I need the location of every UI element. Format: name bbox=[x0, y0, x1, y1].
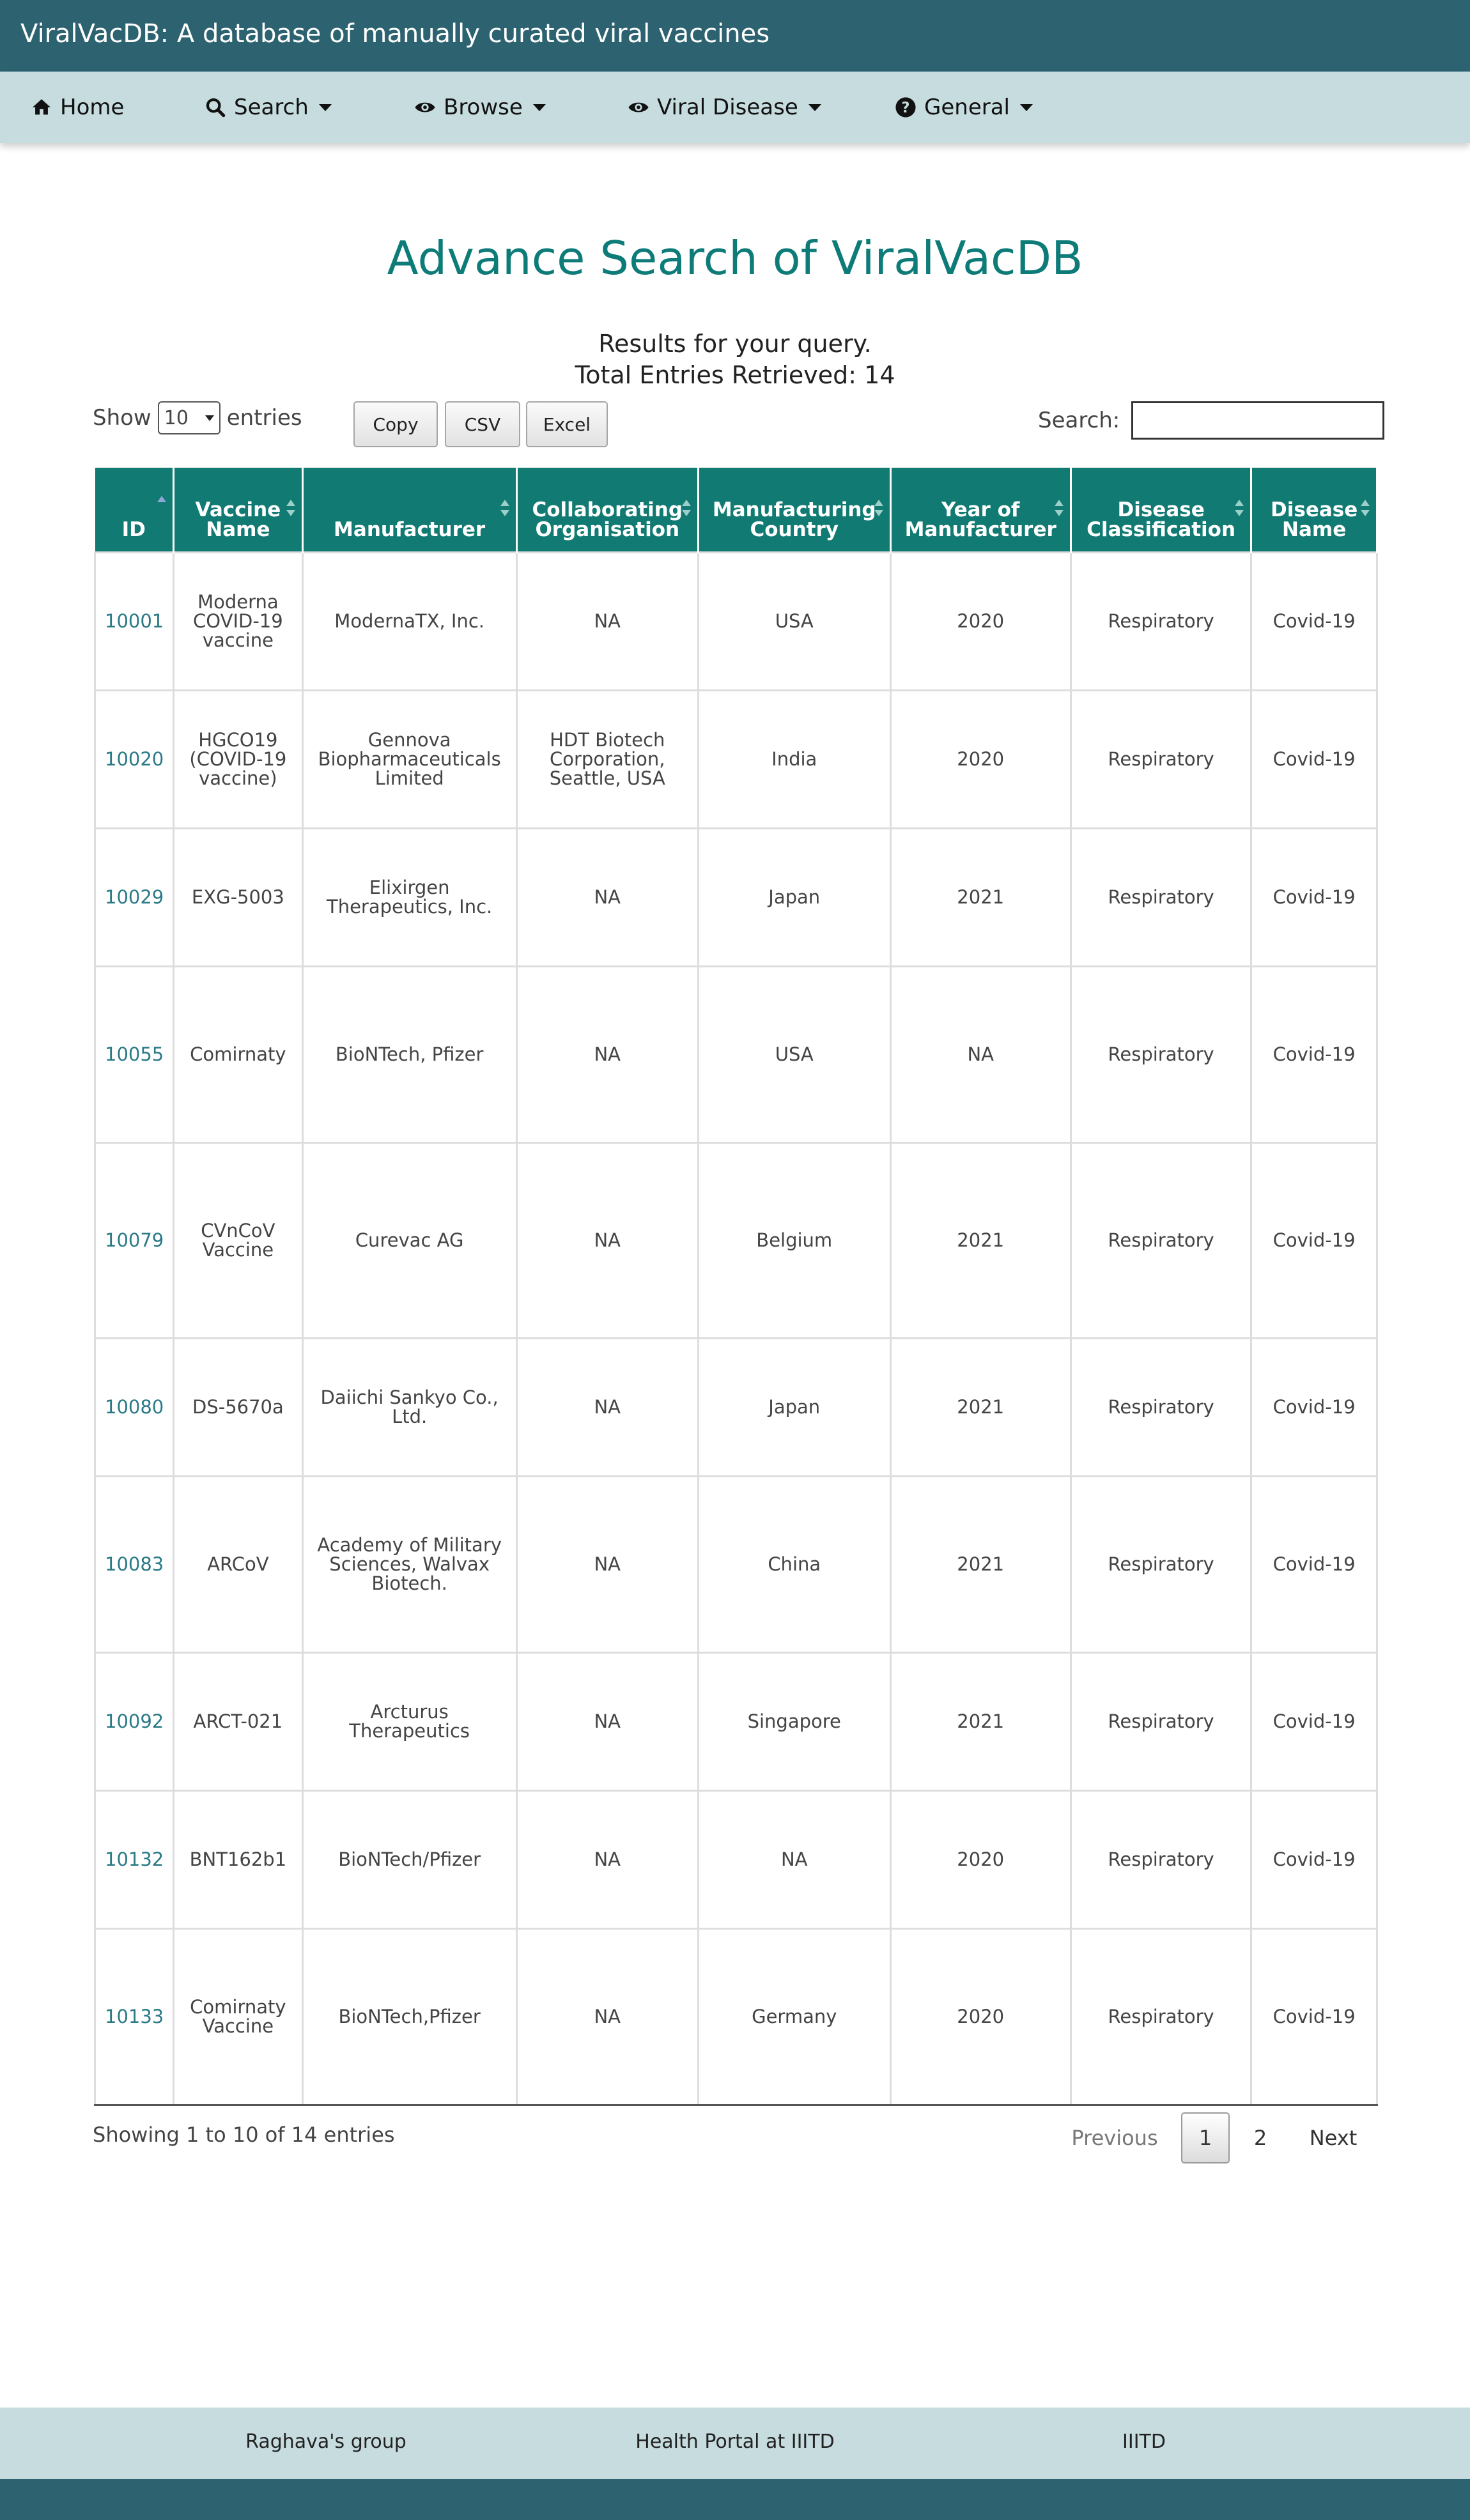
page-length-value: 10 bbox=[164, 406, 189, 429]
table-row bbox=[95, 1790, 1377, 1928]
pagination-previous[interactable]: Previous bbox=[1071, 2126, 1158, 2150]
table-cell: NA bbox=[516, 1790, 698, 1928]
table-cell: Covid-19 bbox=[1251, 1338, 1377, 1476]
column-header-manufacturer[interactable]: Manufacturer bbox=[302, 468, 516, 552]
table-cell: Respiratory bbox=[1071, 690, 1251, 828]
table-cell: DS-5670a bbox=[174, 1338, 303, 1476]
table-cell: NA bbox=[516, 1476, 698, 1652]
table-row bbox=[95, 966, 1377, 1142]
chevron-down-icon bbox=[808, 104, 821, 111]
column-header-id[interactable]: ID bbox=[95, 468, 174, 552]
copy-button[interactable]: Copy bbox=[353, 401, 438, 447]
column-header-disease-name[interactable]: Disease Name bbox=[1251, 468, 1377, 552]
table-cell: 2021 bbox=[890, 828, 1071, 966]
chevron-down-icon bbox=[1020, 104, 1033, 111]
entries-label: entries bbox=[226, 405, 302, 431]
table-row bbox=[95, 1142, 1377, 1338]
table-cell: Covid-19 bbox=[1251, 690, 1377, 828]
nav-home-label: Home bbox=[60, 95, 125, 120]
nav-general-label: General bbox=[924, 95, 1010, 120]
table-cell: 2020 bbox=[890, 552, 1071, 690]
top-header-bar bbox=[0, 0, 1470, 72]
chevron-down-icon bbox=[533, 104, 546, 111]
sort-asc-icon bbox=[157, 496, 166, 518]
table-cell: NA bbox=[516, 966, 698, 1142]
vaccine-id-link[interactable]: 10092 bbox=[105, 1710, 164, 1732]
footer bbox=[0, 2408, 1470, 2479]
pagination-next[interactable]: Next bbox=[1309, 2126, 1358, 2150]
nav-browse-label: Browse bbox=[444, 95, 523, 120]
page-title: Advance Search of ViralVacDB bbox=[387, 231, 1083, 285]
table-row bbox=[95, 552, 1377, 690]
table-cell: Respiratory bbox=[1071, 966, 1251, 1142]
table-cell: Respiratory bbox=[1071, 828, 1251, 966]
table-cell: Covid-19 bbox=[1251, 1652, 1377, 1790]
table-cell: Japan bbox=[698, 1338, 890, 1476]
nav-general-dropdown[interactable] bbox=[895, 95, 1033, 120]
table-cell: Respiratory bbox=[1071, 1790, 1251, 1928]
table-cell: Academy of Military Sciences, Walvax Biotech. bbox=[302, 1476, 516, 1652]
vaccine-id-link[interactable]: 10020 bbox=[105, 748, 164, 770]
table-cell: Belgium bbox=[698, 1142, 890, 1338]
results-table bbox=[94, 468, 1378, 2106]
table-cell: NA bbox=[516, 1652, 698, 1790]
table-cell: Respiratory bbox=[1071, 1338, 1251, 1476]
pagination-page-2[interactable]: 2 bbox=[1253, 2126, 1267, 2150]
vaccine-id-link[interactable]: 10079 bbox=[105, 1229, 164, 1251]
table-info: Showing 1 to 10 of 14 entries bbox=[93, 2123, 395, 2147]
sort-icon bbox=[1361, 500, 1370, 521]
show-label: Show bbox=[93, 405, 151, 431]
table-search bbox=[1038, 401, 1384, 440]
table-cell: Comirnaty Vaccine bbox=[174, 1928, 303, 2105]
table-cell: Japan bbox=[698, 828, 890, 966]
chevron-down-icon bbox=[319, 104, 332, 111]
nav-viral-disease-label: Viral Disease bbox=[657, 95, 798, 120]
table-cell: 2021 bbox=[890, 1338, 1071, 1476]
app-title: ViralVacDB: A database of manually curated viral vaccines bbox=[20, 19, 770, 49]
table-cell: USA bbox=[698, 552, 890, 690]
table-row bbox=[95, 1338, 1377, 1476]
table-cell: Germany bbox=[698, 1928, 890, 2105]
nav-browse-dropdown[interactable] bbox=[414, 95, 546, 120]
eye-icon bbox=[628, 96, 649, 118]
table-cell: 2021 bbox=[890, 1476, 1071, 1652]
sort-icon bbox=[1235, 500, 1244, 521]
sort-icon bbox=[682, 500, 691, 521]
excel-button[interactable]: Excel bbox=[526, 401, 608, 447]
nav-bar bbox=[0, 72, 1470, 143]
column-header-manufacturing-country[interactable]: Manufacturing Country bbox=[698, 468, 890, 552]
table-cell: ARCT-021 bbox=[174, 1652, 303, 1790]
nav-search-label: Search bbox=[234, 95, 309, 120]
footer-link-raghava-group[interactable]: Raghava's group bbox=[245, 2431, 406, 2453]
table-row bbox=[95, 1652, 1377, 1790]
table-cell: CVnCoV Vaccine bbox=[174, 1142, 303, 1338]
table-cell: Respiratory bbox=[1071, 1142, 1251, 1338]
table-cell: BioNTech/Pfizer bbox=[302, 1790, 516, 1928]
table-cell: ARCoV bbox=[174, 1476, 303, 1652]
table-cell: NA bbox=[698, 1790, 890, 1928]
vaccine-id-link[interactable]: 10083 bbox=[105, 1553, 164, 1575]
nav-search-dropdown[interactable] bbox=[205, 95, 332, 120]
home-icon bbox=[31, 96, 52, 118]
table-cell: HDT Biotech Corporation, Seattle, USA bbox=[516, 690, 698, 828]
page-length-select[interactable] bbox=[158, 401, 220, 434]
table-cell: Covid-19 bbox=[1251, 966, 1377, 1142]
table-cell: 2020 bbox=[890, 1928, 1071, 2105]
results-caption: Results for your query. bbox=[598, 330, 872, 358]
table-cell: Respiratory bbox=[1071, 1476, 1251, 1652]
vaccine-id-link[interactable]: 10029 bbox=[105, 886, 164, 908]
table-cell: Covid-19 bbox=[1251, 1928, 1377, 2105]
table-row bbox=[95, 1928, 1377, 2105]
nav-viral-disease-dropdown[interactable] bbox=[628, 95, 821, 120]
table-row bbox=[95, 828, 1377, 966]
eye-icon bbox=[414, 96, 436, 118]
column-header-year[interactable]: Year of Manufacturer bbox=[890, 468, 1071, 552]
table-cell: NA bbox=[516, 1142, 698, 1338]
table-cell: BNT162b1 bbox=[174, 1790, 303, 1928]
table-cell: 2020 bbox=[890, 690, 1071, 828]
bottom-bar bbox=[0, 2479, 1470, 2520]
sort-icon bbox=[500, 500, 509, 521]
table-cell: Arcturus Therapeutics bbox=[302, 1652, 516, 1790]
table-cell: Respiratory bbox=[1071, 1928, 1251, 2105]
table-cell: USA bbox=[698, 966, 890, 1142]
table-cell: 2021 bbox=[890, 1652, 1071, 1790]
table-cell: NA bbox=[516, 552, 698, 690]
table-header-row bbox=[95, 468, 1377, 552]
page-length-control bbox=[93, 401, 302, 434]
sort-icon bbox=[1055, 500, 1064, 521]
pagination-page-1[interactable]: 1 bbox=[1181, 2112, 1230, 2163]
table-cell: HGCO19 (COVID-19 vaccine) bbox=[174, 690, 303, 828]
table-cell: BioNTech,Pfizer bbox=[302, 1928, 516, 2105]
table-cell: NA bbox=[516, 828, 698, 966]
csv-button[interactable]: CSV bbox=[445, 401, 520, 447]
table-cell: Daiichi Sankyo Co., Ltd. bbox=[302, 1338, 516, 1476]
table-cell: BioNTech, Pfizer bbox=[302, 966, 516, 1142]
table-cell: Covid-19 bbox=[1251, 828, 1377, 966]
table-row bbox=[95, 1476, 1377, 1652]
table-cell: Respiratory bbox=[1071, 552, 1251, 690]
table-cell: 2020 bbox=[890, 1790, 1071, 1928]
table-cell: Elixirgen Therapeutics, Inc. bbox=[302, 828, 516, 966]
table-cell: NA bbox=[516, 1928, 698, 2105]
sort-icon bbox=[874, 500, 883, 521]
table-cell: EXG-5003 bbox=[174, 828, 303, 966]
search-icon bbox=[205, 96, 226, 118]
column-header-vaccine-name[interactable]: Vaccine Name bbox=[174, 468, 303, 552]
table-cell: Covid-19 bbox=[1251, 1476, 1377, 1652]
vaccine-id-link[interactable]: 10080 bbox=[105, 1396, 164, 1418]
table-cell: India bbox=[698, 690, 890, 828]
table-cell: Covid-19 bbox=[1251, 552, 1377, 690]
table-cell: NA bbox=[890, 966, 1071, 1142]
table-cell: Curevac AG bbox=[302, 1142, 516, 1338]
footer-link-health-portal[interactable]: Health Portal at IIITD bbox=[635, 2431, 835, 2453]
dropdown-arrow-icon bbox=[205, 415, 214, 421]
search-input[interactable] bbox=[1131, 401, 1384, 440]
table-cell: Respiratory bbox=[1071, 1652, 1251, 1790]
vaccine-id-link[interactable]: 10132 bbox=[105, 1848, 164, 1870]
table-cell: Covid-19 bbox=[1251, 1142, 1377, 1338]
table-cell: Covid-19 bbox=[1251, 1790, 1377, 1928]
nav-home[interactable] bbox=[31, 95, 124, 120]
table-row bbox=[95, 690, 1377, 828]
table-cell: Gennova Biopharmaceuticals Limited bbox=[302, 690, 516, 828]
vaccine-id-link[interactable]: 10001 bbox=[105, 610, 164, 632]
total-entries-caption: Total Entries Retrieved: 14 bbox=[575, 361, 895, 389]
table-cell: Moderna COVID-19 vaccine bbox=[174, 552, 303, 690]
footer-link-iiitd[interactable]: IIITD bbox=[1122, 2431, 1166, 2453]
table-cell: Singapore bbox=[698, 1652, 890, 1790]
question-circle-icon bbox=[895, 96, 917, 118]
table-cell: 2021 bbox=[890, 1142, 1071, 1338]
table-cell: ModernaTX, Inc. bbox=[302, 552, 516, 690]
vaccine-id-link[interactable]: 10055 bbox=[105, 1043, 164, 1065]
column-header-collaborating-organisation[interactable]: Collaborating Organisation bbox=[516, 468, 698, 552]
sort-icon bbox=[286, 500, 295, 521]
svg-text:?: ? bbox=[901, 99, 910, 116]
column-header-disease-classification[interactable]: Disease Classification bbox=[1071, 468, 1251, 552]
vaccine-id-link[interactable]: 10133 bbox=[105, 2006, 164, 2027]
table-cell: Comirnaty bbox=[174, 966, 303, 1142]
table-cell: NA bbox=[516, 1338, 698, 1476]
search-label: Search: bbox=[1038, 408, 1120, 433]
table-cell: China bbox=[698, 1476, 890, 1652]
